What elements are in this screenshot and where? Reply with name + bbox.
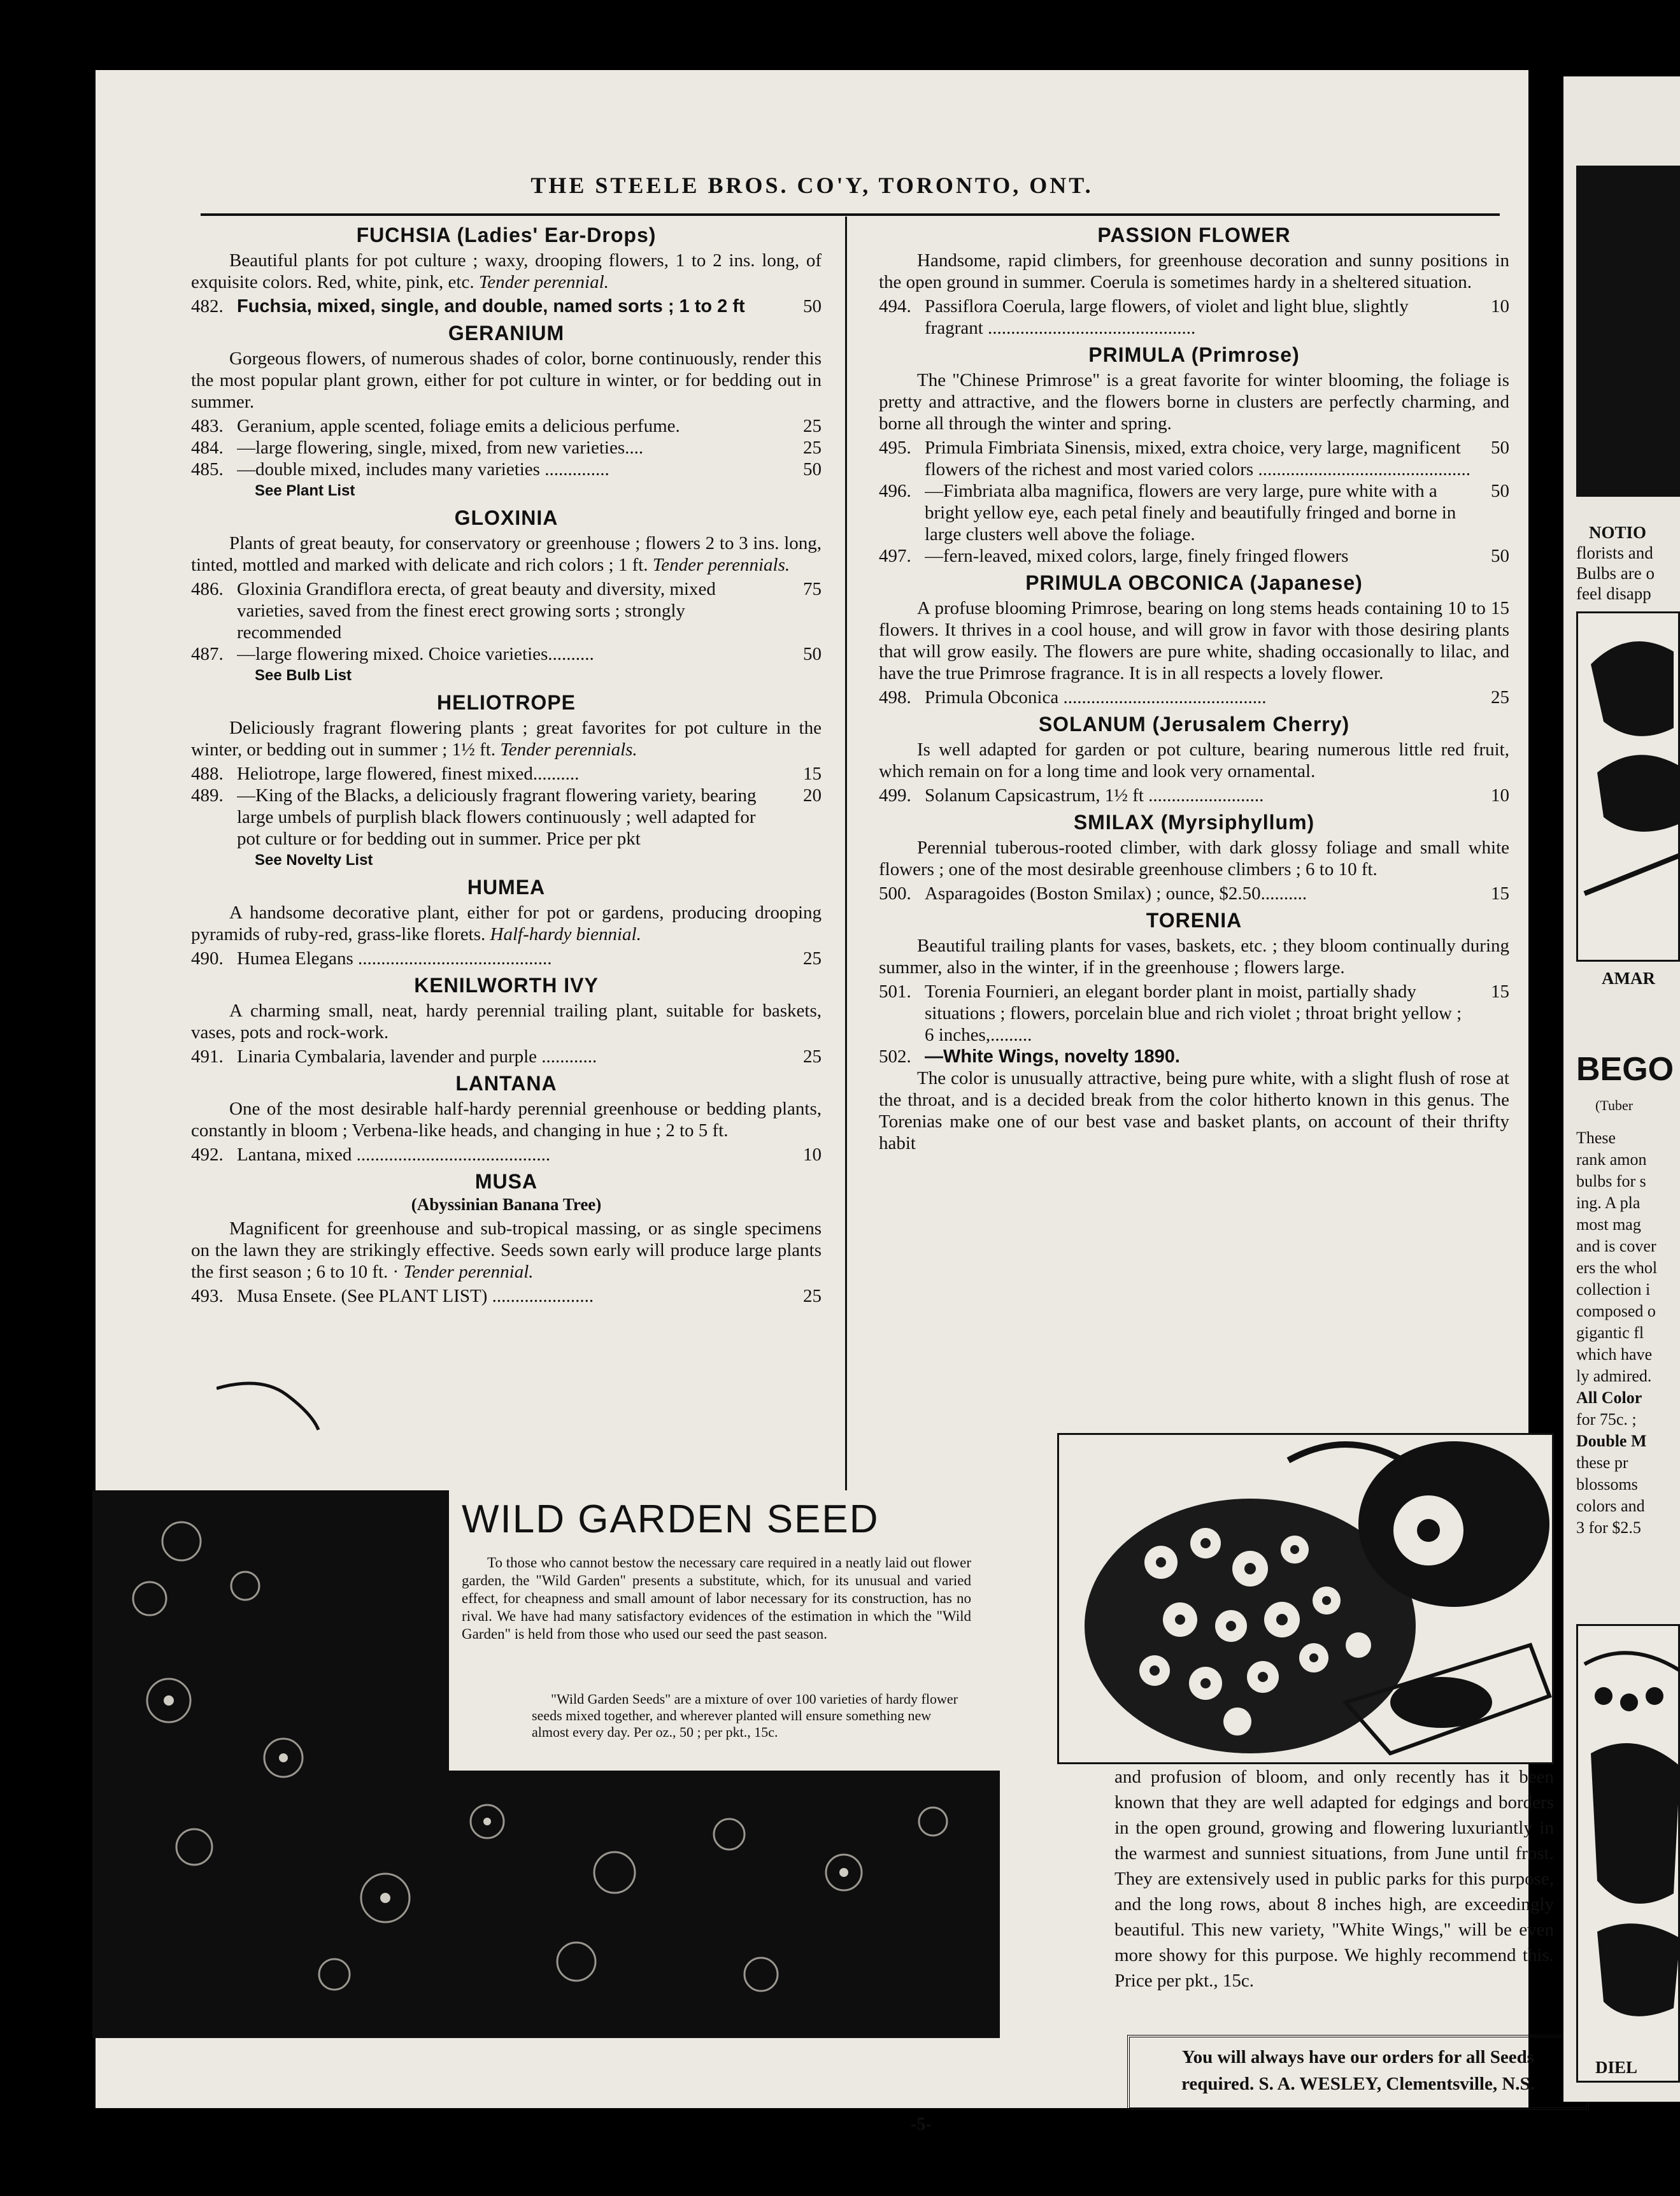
strip-line: which have <box>1576 1345 1653 1364</box>
adjacent-page-strip <box>1563 76 1680 2102</box>
list-item: 491. Linaria Cymbalaria, lavender and purple ............ 25 <box>191 1046 822 1067</box>
list-item: 486. Gloxinia Grandiflora erecta, of great beauty and diversity, mixed varieties, saved from the finest erect growing sorts ; strongly recommended 75 <box>191 579 822 643</box>
list-item: 494. Passiflora Coerula, large flowers, of violet and light blue, slightly fragrant ............................................. 10 <box>879 296 1509 338</box>
section-desc: A handsome decorative plant, either for pot or gardens, producing drooping pyramids of ruby-red, grass-like florets. Half-hardy biennial. <box>191 902 822 945</box>
strip-line: colors and <box>1576 1497 1645 1515</box>
section-desc: Is well adapted for garden or pot culture, bearing numerous little red fruit, which remain on for a long time and look very ornamental. <box>879 739 1509 781</box>
section-solanum <box>879 713 1509 806</box>
section-torenia <box>879 909 1509 1154</box>
cross-reference-note: See Novelty List <box>255 852 373 869</box>
list-item: 487. —large flowering mixed. Choice varieties.......... 50 <box>191 644 822 664</box>
section-heading: TORENIA <box>1146 909 1242 932</box>
list-item: 496. —Fimbriata alba magnifica, flowers are very large, pure white with a bright yellow eye, each petal finely and beautifully fringed and borne in large clusters well above the foliage. 50 <box>879 481 1509 545</box>
section-heading: HELIOTROPE <box>436 691 576 714</box>
strip-text: Bulbs are o <box>1576 564 1655 583</box>
dielytra-illustration <box>1576 1624 1680 2083</box>
section-heliotrope <box>191 692 822 871</box>
strip-line: All Color <box>1576 1388 1642 1407</box>
strip-heading: BEGO <box>1576 1051 1674 1088</box>
section-desc: Plants of great beauty, for conservatory or greenhouse ; flowers 2 to 3 ins. long, tinted, mottled and marked with delicate and rich colors ; 1 ft. Tender perennials. <box>191 533 822 575</box>
ink-mark-icon <box>217 1369 331 1433</box>
section-desc: Beautiful plants for pot culture ; waxy, drooping flowers, 1 to 2 ins. long, of exquisite colors. Red, white, pink, etc. Tender perennial. <box>191 250 822 292</box>
list-item: 488. Heliotrope, large flowered, finest mixed.......... 15 <box>191 764 822 784</box>
wild-garden-title: WILD GARDEN SEED <box>462 1497 879 1541</box>
strip-text: florists and <box>1576 543 1653 562</box>
list-item: 483. Geranium, apple scented, foliage emits a delicious perfume. 25 <box>191 416 822 436</box>
list-item: 498. Primula Obconica ............................................ 25 <box>879 687 1509 708</box>
section-gloxinia <box>191 507 822 687</box>
list-item: 502. —White Wings, novelty 1890. <box>879 1046 1180 1067</box>
strip-text: NOTIO <box>1589 523 1647 542</box>
section-desc: Beautiful trailing plants for vases, baskets, etc. ; they bloom continually during summer, also in the winter, if in the greenhouse ; flowers large. <box>879 936 1509 978</box>
section-fuchsia <box>191 224 822 317</box>
strip-line: bulbs for s <box>1576 1172 1646 1190</box>
page-number: -5- <box>911 2114 932 2134</box>
section-heading: PRIMULA OBCONICA (Japanese) <box>1025 571 1363 594</box>
section-heading: MUSA <box>474 1170 538 1193</box>
section-humea <box>191 876 822 969</box>
strip-body <box>1576 1127 1657 1539</box>
strip-line: ing. A pla <box>1576 1194 1641 1212</box>
section-heading: PASSION FLOWER <box>1097 224 1291 246</box>
testimonial-line: required. S. A. WESLEY, Clementsville, N.S. <box>1181 2074 1535 2094</box>
list-item: 500. Asparagoides (Boston Smilax) ; ounce, $2.50.......... 15 <box>879 883 1509 904</box>
section-desc: Handsome, rapid climbers, for greenhouse decoration and sunny positions in the open ground in summer. Coerula is sometimes hardy in a sheltered situation. <box>879 250 1509 292</box>
adjacent-page-image <box>1576 166 1680 497</box>
wild-garden-text <box>449 1490 1000 1771</box>
strip-line: gigantic fl <box>1576 1323 1644 1342</box>
strip-line: ers the whol <box>1576 1258 1658 1277</box>
list-item: 482. Fuchsia, mixed, single, and double, named sorts ; 1 to 2 ft 50 <box>191 296 822 317</box>
section-heading: PRIMULA (Primrose) <box>1088 343 1300 366</box>
list-item: 490. Humea Elegans .......................................... 25 <box>191 948 822 969</box>
strip-line: these pr <box>1576 1453 1628 1472</box>
pansy-illustration <box>1057 1433 1554 1764</box>
list-item: 484. —large flowering, single, mixed, from new varieties.... 25 <box>191 438 822 458</box>
torenia-continued-text: and profusion of bloom, and only recently has it been known that they are well adapted for edgings and borders in the open ground, growing and flowering luxuriantly in the warmest and sunniest situations, from June until frost. They are extensively used in public parks for this purpose, and the long rows, about 8 inches high, are exceedingly beautiful. This new variety, "White Wings," will be even more showy for this purpose. We highly recommend this. Price per pkt., 15c. <box>1114 1767 1554 1991</box>
strip-subheading: (Tuber <box>1595 1097 1634 1113</box>
wild-garden-block <box>92 1490 1000 2038</box>
section-musa <box>191 1171 822 1307</box>
list-item: 499. Solanum Capsicastrum, 1½ ft ......................... 10 <box>879 785 1509 806</box>
amaryllis-flower-icon <box>1578 613 1680 932</box>
strip-line: for 75c. ; <box>1576 1410 1637 1429</box>
list-item: 492. Lantana, mixed .......................................... 10 <box>191 1144 822 1165</box>
section-heading: GLOXINIA <box>454 506 559 529</box>
section-heading: FUCHSIA (Ladies' Ear-Drops) <box>356 224 657 246</box>
bleeding-heart-flower-icon <box>1578 1626 1680 2046</box>
image-caption: DIEL <box>1595 2058 1638 2077</box>
strip-line: composed o <box>1576 1302 1656 1320</box>
strip-line: most mag <box>1576 1215 1641 1234</box>
section-heading: LANTANA <box>455 1072 557 1095</box>
section-desc: Gorgeous flowers, of numerous shades of color, borne continuously, render this the most popular plant grown, either for pot culture in winter, or for bedding out in summer. <box>191 348 822 412</box>
section-geranium <box>191 322 822 502</box>
section-primula-obconica <box>879 572 1509 708</box>
section-desc: Perennial tuberous-rooted climber, with dark glossy foliage and small white flowers ; one of the most desirable greenhouse climbers ; 6 to 10 ft. <box>879 838 1509 880</box>
section-primula <box>879 344 1509 567</box>
section-desc: The color is unusually attractive, being pure white, with a slight flush of rose at the throat, and is a decided break from the color hitherto known in this genus. The Torenias make one of our best vase and basket plants, on account of their thrifty habit <box>879 1068 1509 1153</box>
testimonial-line: You will always have our orders for all Seeds <box>1181 2047 1535 2067</box>
column-divider <box>845 217 847 1535</box>
list-item: 493. Musa Ensete. (See PLANT LIST) ...................... 25 <box>191 1286 822 1306</box>
section-desc: The "Chinese Primrose" is a great favorite for winter blooming, the foliage is pretty and attractive, and the flowers borne in clusters are perfectly charming, and borne all through the winter and spring. <box>879 370 1509 434</box>
testimonial-box <box>1127 2035 1589 2110</box>
amaryllis-illustration <box>1576 611 1680 962</box>
list-item: 489. —King of the Blacks, a deliciously fragrant flowering variety, bearing large umbels of purplish black flowers continuously ; well adapted for pot culture or for bedding out in summer. Price per pkt 20 <box>191 785 822 849</box>
strip-line: and is cover <box>1576 1237 1656 1255</box>
section-desc: Deliciously fragrant flowering plants ; great favorites for pot culture in the winter, or bedding out in summer ; 1½ ft. Tender perennials. <box>191 718 822 760</box>
right-column <box>879 223 1509 1159</box>
section-lantana <box>191 1073 822 1166</box>
section-desc: A profuse blooming Primrose, bearing on long stems heads containing 10 to 15 flowers. It thrives in a cool house, and will grow in favor with those desiring plants that will grow easily. The flowers are pure white, shading occasionally to lilac, and have the true Primrose fragrance. It is in all respects a lovely flower. <box>879 598 1509 683</box>
section-passion-flower <box>879 224 1509 339</box>
list-item: 497. —fern-leaved, mixed colors, large, finely fringed flowers 50 <box>879 546 1509 566</box>
section-kenilworth-ivy <box>191 974 822 1067</box>
strip-line: Double M <box>1576 1432 1647 1450</box>
strip-line: ly admired. <box>1576 1367 1652 1385</box>
cross-reference-note: See Plant List <box>255 482 355 499</box>
section-heading: SOLANUM (Jerusalem Cherry) <box>1038 713 1350 736</box>
pansy-basket-icon <box>1059 1435 1554 1764</box>
header-rule <box>201 213 1500 216</box>
section-heading: GERANIUM <box>448 322 565 345</box>
wild-garden-para: To those who cannot bestow the necessary care required in a neatly laid out flower garden, the "Wild Garden" presents a substitute, which, for its unusual and varied effect, for cheapness and small amount of labor necessary for its construction, has no rival. We have had many satisfactory evidences of the estimation in which the "Wild Garden" is held from those who used our seed the past season. <box>462 1555 971 1642</box>
image-caption: AMAR <box>1602 969 1655 988</box>
strip-line: collection i <box>1576 1280 1651 1299</box>
strip-line: blossoms <box>1576 1475 1638 1494</box>
strip-line: 3 for $2.5 <box>1576 1518 1641 1537</box>
section-heading: SMILAX (Myrsiphyllum) <box>1073 811 1315 834</box>
section-desc: A charming small, neat, hardy perennial trailing plant, suitable for baskets, vases, pots and rock-work. <box>191 1001 822 1043</box>
list-item: 485. —double mixed, includes many varieties .............. 50 <box>191 459 822 480</box>
left-column <box>191 223 822 1312</box>
strip-text: feel disapp <box>1576 584 1651 603</box>
list-item: 501. Torenia Fournieri, an elegant border plant in moist, partially shady situations ; flowers, porcelain blue and rich violet ; throat bright yellow ; 6 inches,......... 15 <box>879 981 1509 1045</box>
section-smilax <box>879 811 1509 904</box>
section-desc: Magnificent for greenhouse and sub-tropical massing, or as single specimens on the lawn they are strikingly effective. Seeds sown early will produce large plants the first season ; 6 to 10 ft. · Tender perennial. <box>191 1218 822 1282</box>
cross-reference-note: See Bulb List <box>255 667 352 684</box>
strip-line: rank amon <box>1576 1150 1647 1169</box>
section-heading: HUMEA <box>467 876 546 899</box>
section-subheading: (Abyssinian Banana Tree) <box>411 1195 602 1214</box>
list-item: 495. Primula Fimbriata Sinensis, mixed, extra choice, very large, magnificent flowers of the richest and most varied colors .............................................. 50 <box>879 438 1509 480</box>
page-header: THE STEELE BROS. CO'Y, TORONTO, ONT. <box>530 173 1093 198</box>
strip-line: These <box>1576 1129 1616 1147</box>
section-desc: One of the most desirable half-hardy perennial greenhouse or bedding plants, constantly in bloom ; Verbena-like heads, and changing in hue ; 2 to 5 ft. <box>191 1099 822 1141</box>
section-heading: KENILWORTH IVY <box>414 974 599 997</box>
wild-garden-price-para: "Wild Garden Seeds" are a mixture of over 100 varieties of hardy flower seeds mixed together, and wherever planted will ensure something new almost every day. Per oz., 50 ; per pkt., 15c. <box>532 1691 958 1740</box>
